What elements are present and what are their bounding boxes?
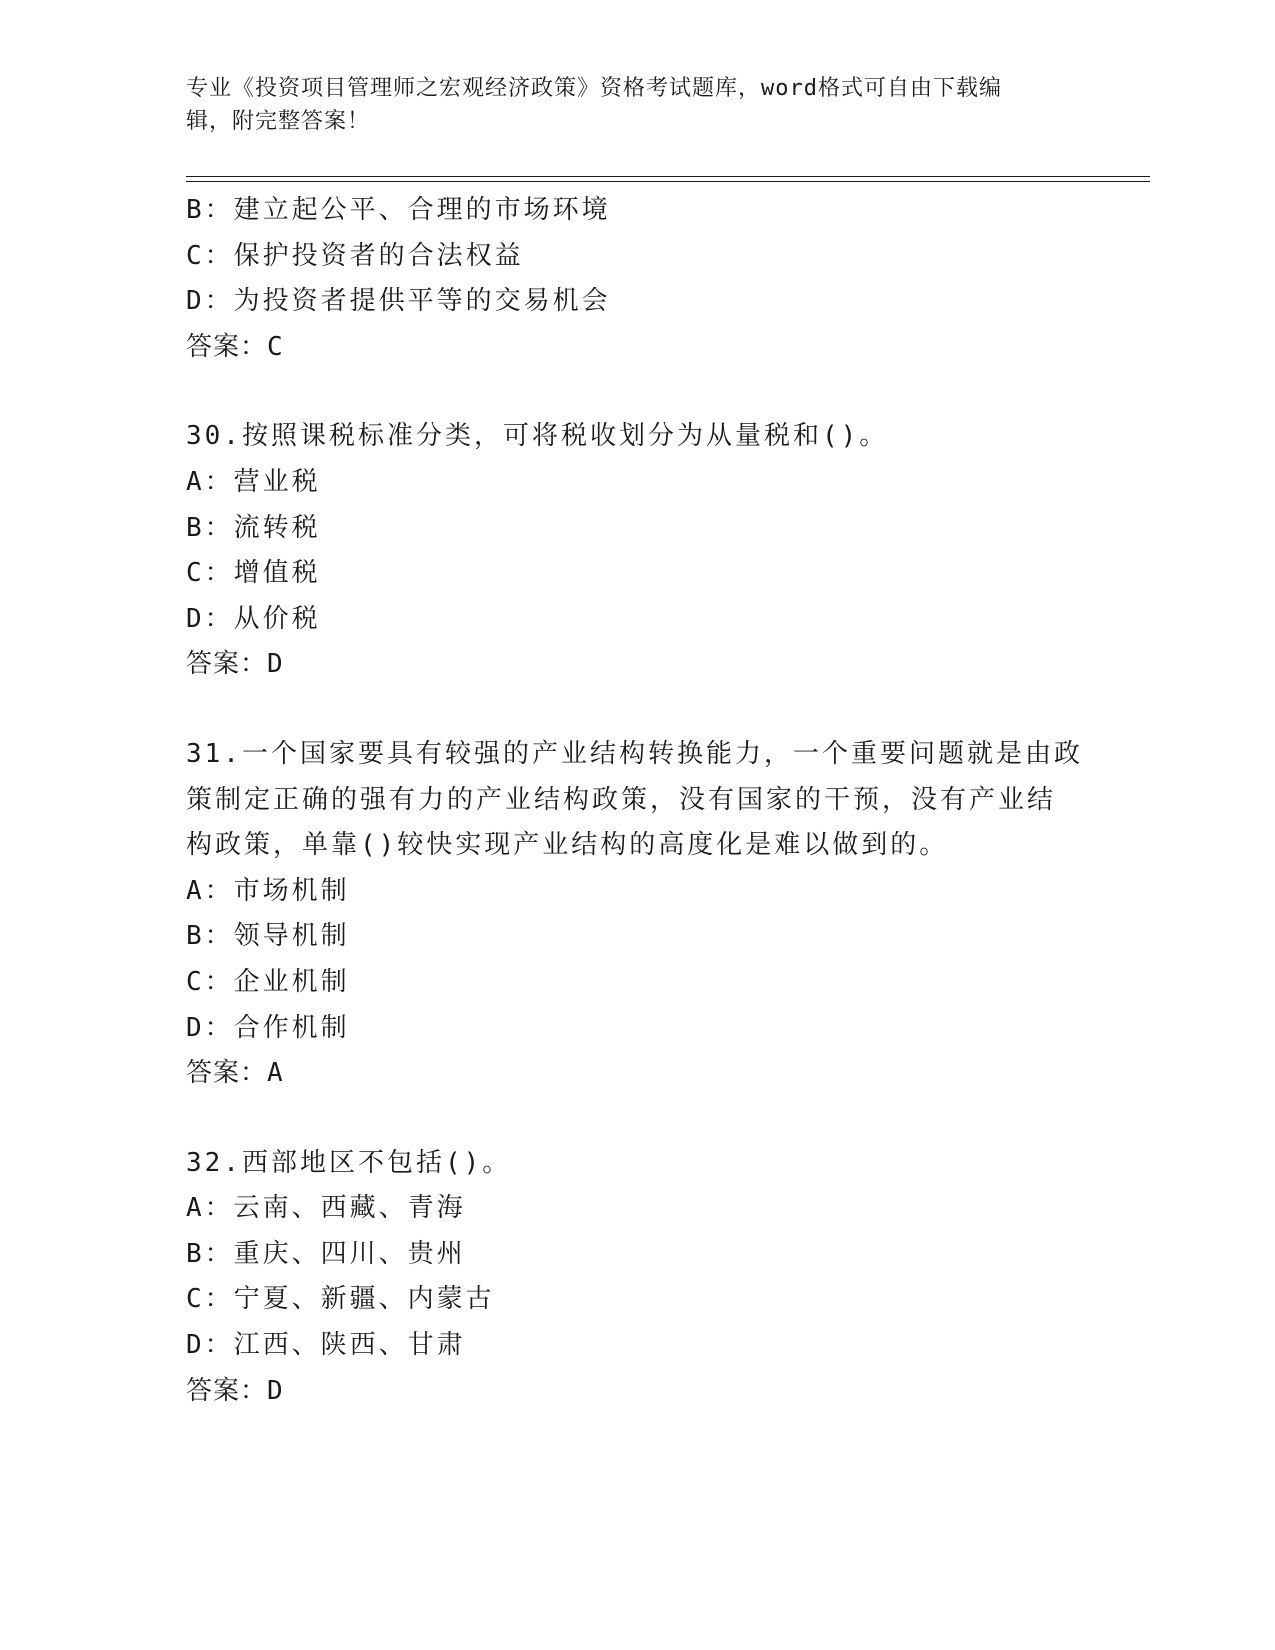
option-a: A：云南、西藏、青海	[186, 1193, 466, 1224]
question-29	[186, 188, 1086, 370]
option-b: B：建立起公平、合理的市场环境	[186, 195, 611, 225]
question-30	[186, 414, 1086, 688]
header-line-2: 辑，附完整答案！	[186, 109, 371, 134]
answer-line	[186, 325, 1086, 371]
question-31	[186, 732, 1086, 1097]
header-rule-top	[186, 176, 1150, 177]
question-stem-line-1: 31.一个国家要具有较强的产业结构转换能力，一个重要问题就是由政	[186, 738, 1083, 769]
answer-value: D	[267, 649, 284, 680]
option-d: D：合作机制	[186, 1012, 350, 1043]
option-b: B：领导机制	[186, 921, 350, 952]
option-d: D：江西、陕西、甘肃	[186, 1330, 466, 1361]
answer-label: 答案：	[186, 331, 268, 362]
answer-line	[186, 642, 1086, 688]
question-stem-line-3: 构政策，单靠()较快实现产业结构的高度化是难以做到的。	[186, 830, 949, 861]
question-stem: 32.西部地区不包括()。	[186, 1147, 512, 1178]
answer-value: A	[267, 1058, 284, 1089]
question-list	[186, 188, 1086, 1414]
option-a: A：市场机制	[186, 875, 350, 906]
document-header	[186, 72, 1066, 138]
option-d: D：从价税	[186, 603, 321, 634]
question-32	[186, 1141, 1086, 1415]
option-c: C：企业机制	[186, 966, 350, 997]
question-stem: 30.按照课税标准分类，可将税收划分为从量税和()。	[186, 421, 889, 452]
question-stem-line-2: 策制定正确的强有力的产业结构政策，没有国家的干预，没有产业结	[186, 784, 1057, 815]
answer-label: 答案：	[186, 1058, 268, 1089]
header-line-1: 专业《投资项目管理师之宏观经济政策》资格考试题库，word格式可自由下载编	[186, 76, 1002, 101]
option-b: B：重庆、四川、贵州	[186, 1238, 466, 1269]
option-b: B：流转税	[186, 512, 321, 543]
option-d: D：为投资者提供平等的交易机会	[186, 286, 611, 317]
option-c: C：增值税	[186, 558, 321, 589]
answer-line	[186, 1369, 1086, 1415]
option-c: C：宁夏、新疆、内蒙古	[186, 1284, 495, 1315]
answer-label: 答案：	[186, 1375, 268, 1406]
answer-label: 答案：	[186, 649, 268, 680]
option-a: A：营业税	[186, 466, 321, 497]
answer-line	[186, 1051, 1086, 1097]
answer-value: C	[267, 331, 284, 362]
header-rule-bottom	[186, 181, 1150, 182]
answer-value: D	[267, 1375, 284, 1406]
option-c: C：保护投资者的合法权益	[186, 240, 524, 271]
